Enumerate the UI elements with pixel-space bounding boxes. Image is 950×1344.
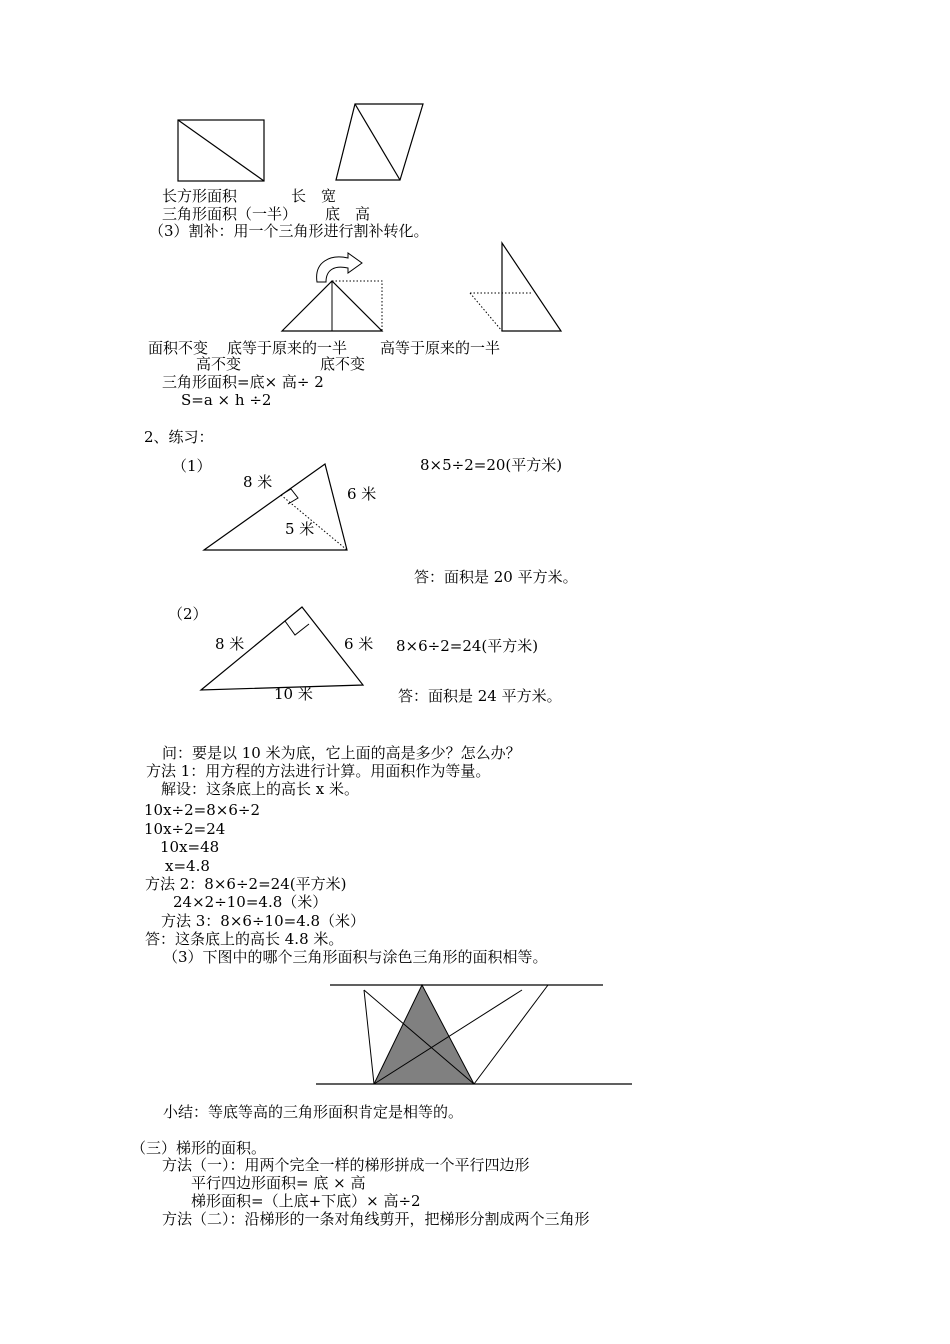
method-3: 方法 3：8×6÷10=4.8（米） bbox=[161, 912, 366, 930]
triangle-area-formula: 三角形面积=底× 高÷ 2 bbox=[162, 373, 324, 391]
q2-calc: 8×6÷2=24(平方米) bbox=[396, 637, 539, 655]
trapezoid-method-1: 方法（一）：用两个完全一样的梯形拼成一个平行四边形 bbox=[162, 1156, 530, 1174]
cut-label-base-half: 底等于原来的一半 bbox=[227, 339, 348, 357]
q1-side-a: 8 米 bbox=[243, 473, 273, 491]
method-1: 方法 1：用方程的方法进行计算。用面积作为等量。 bbox=[146, 762, 491, 780]
trapezoid-formula: 梯形面积=（上底+下底）× 高÷2 bbox=[191, 1192, 421, 1210]
equation-1: 10x÷2=8×6÷2 bbox=[144, 801, 260, 819]
tri-area-caption: 三角形面积（一半） bbox=[162, 205, 298, 223]
q1-side-b: 6 米 bbox=[347, 485, 377, 503]
q3-prompt: （3）下图中的哪个三角形面积与涂色三角形的面积相等。 bbox=[163, 948, 548, 966]
equation-3: 10x=48 bbox=[160, 838, 220, 856]
q1-label: （1） bbox=[172, 457, 212, 475]
height-question: 问：要是以 10 米为底，它上面的高是多少？怎么办？ bbox=[162, 744, 521, 762]
practice-heading: 2、练习： bbox=[144, 428, 214, 446]
cut-patch-heading: （3）割补：用一个三角形进行割补转化。 bbox=[149, 222, 429, 240]
equation-2: 10x÷2=24 bbox=[144, 820, 226, 838]
q2-base: 10 米 bbox=[274, 685, 313, 703]
q2-side-a: 8 米 bbox=[215, 635, 245, 653]
rect-area-terms: 长 宽 bbox=[291, 187, 337, 205]
cut-label-base-unchanged: 底不变 bbox=[320, 355, 366, 373]
rect-area-caption: 长方形面积 bbox=[162, 187, 238, 205]
summary: 小结：等底等高的三角形面积肯定是相等的。 bbox=[163, 1103, 464, 1121]
q2-label: （2） bbox=[168, 605, 208, 623]
solve-let: 解设：这条底上的高长 x 米。 bbox=[161, 780, 359, 798]
trapezoid-method-2: 方法（二）：沿梯形的一条对角线剪开，把梯形分割成两个三角形 bbox=[162, 1210, 590, 1228]
q1-height: 5 米 bbox=[285, 520, 315, 538]
equation-4: x=4.8 bbox=[165, 857, 210, 875]
cut-label-area-unchanged: 面积不变 bbox=[148, 339, 209, 357]
trapezoid-heading: （三）梯形的面积。 bbox=[131, 1139, 267, 1157]
tri-area-terms: 底 高 bbox=[325, 205, 371, 223]
q2-side-b: 6 米 bbox=[344, 635, 374, 653]
method-2: 方法 2：8×6÷2=24(平方米) bbox=[145, 875, 347, 893]
q2-answer: 答：面积是 24 平方米。 bbox=[398, 687, 562, 705]
parallelogram-formula: 平行四边形面积= 底 × 高 bbox=[191, 1174, 366, 1192]
shaded-triangle bbox=[374, 985, 474, 1084]
method-2-step: 24×2÷10=4.8（米） bbox=[173, 893, 328, 911]
q1-calc: 8×5÷2=20(平方米) bbox=[420, 456, 563, 474]
q1-answer: 答：面积是 20 平方米。 bbox=[414, 568, 578, 586]
final-answer: 答：这条底上的高长 4.8 米。 bbox=[145, 930, 344, 948]
triangle-area-symbolic: S=a × h ÷2 bbox=[181, 391, 272, 409]
cut-label-height-half: 高等于原来的一半 bbox=[380, 339, 501, 357]
cut-label-height-unchanged: 高不变 bbox=[196, 355, 242, 373]
